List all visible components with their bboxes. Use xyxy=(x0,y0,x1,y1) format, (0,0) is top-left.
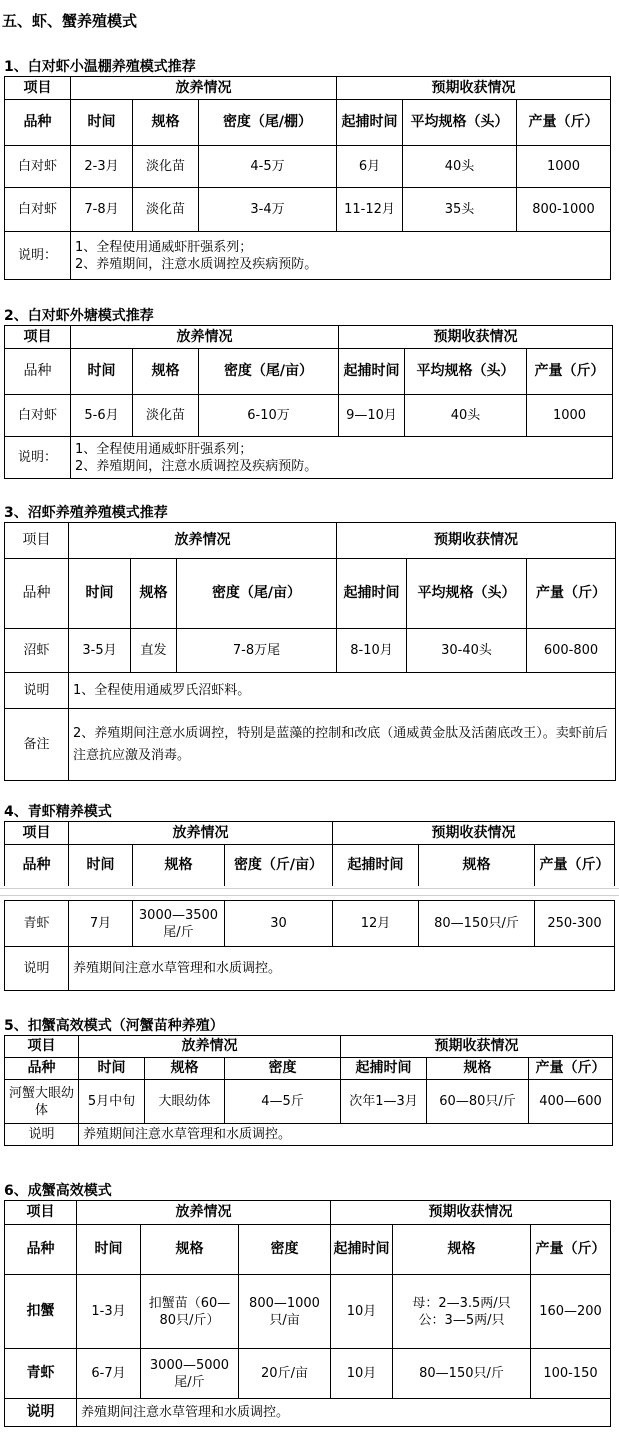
col-time: 时间 xyxy=(77,1225,141,1275)
col-time: 时间 xyxy=(79,1058,145,1080)
cell: 4-5万 xyxy=(199,146,337,188)
cell-line: 公：3—5两/只 xyxy=(418,1312,505,1328)
note-label: 说明 xyxy=(5,673,69,709)
col-species: 品种 xyxy=(5,1225,77,1275)
col-time: 时间 xyxy=(69,559,131,629)
col-density: 密度 xyxy=(225,1058,341,1080)
col-spec: 规格 xyxy=(141,1225,239,1275)
cell: 80—150只/斤 xyxy=(393,1349,531,1399)
cell: 淡化苗 xyxy=(133,146,199,188)
table-row xyxy=(5,629,616,673)
remark-label: 备注 xyxy=(5,709,69,781)
header-stocking: 放养情况 xyxy=(69,822,333,845)
col-density: 密度（斤/亩） xyxy=(225,845,333,887)
section-6-title: 6、成蟹高效模式 xyxy=(4,1183,112,1199)
header-harvest: 预期收获情况 xyxy=(339,326,613,349)
section-5-title: 5、扣蟹高效模式（河蟹苗种养殖） xyxy=(4,1018,224,1034)
header-project: 项目 xyxy=(5,1201,77,1225)
cell: 250-300 xyxy=(535,901,615,947)
cell: 60—80只/斤 xyxy=(427,1080,529,1124)
cell: 3000—5000尾/斤 xyxy=(141,1349,239,1399)
table-row xyxy=(5,1275,611,1349)
cell: 大眼幼体 xyxy=(145,1080,225,1124)
table-row xyxy=(5,188,611,232)
section-3-title: 3、沼虾养殖养殖模式推荐 xyxy=(4,505,168,521)
col-harvest-time: 起捕时间 xyxy=(337,100,403,146)
cell: 次年1—3月 xyxy=(341,1080,427,1124)
table-row xyxy=(5,1349,611,1399)
cell: 40头 xyxy=(405,395,527,437)
cell: 20斤/亩 xyxy=(239,1349,331,1399)
cell: 3-5月 xyxy=(69,629,131,673)
cell: 白对虾 xyxy=(5,146,71,188)
cell: 10月 xyxy=(331,1275,393,1349)
cell: 800—1000只/亩 xyxy=(239,1275,331,1349)
col-density: 密度（尾/棚） xyxy=(199,100,337,146)
table-row xyxy=(5,395,613,437)
cell: 淡化苗 xyxy=(133,188,199,232)
section-5-table xyxy=(4,1035,613,1146)
col-avg-spec: 规格 xyxy=(393,1225,531,1275)
cell: 扣蟹苗（60—80只/斤） xyxy=(141,1275,239,1349)
header-stocking: 放养情况 xyxy=(71,326,339,349)
section-1-table xyxy=(4,76,611,280)
col-avg-spec: 规格 xyxy=(419,845,535,887)
cell: 3-4万 xyxy=(199,188,337,232)
col-density: 密度（尾/亩） xyxy=(199,349,339,395)
cell: 7-8月 xyxy=(71,188,133,232)
header-stocking: 放养情况 xyxy=(79,1036,341,1058)
table-row xyxy=(5,901,615,947)
col-harvest-time: 起捕时间 xyxy=(337,559,407,629)
col-density: 密度 xyxy=(239,1225,331,1275)
cell-line: 母：2—3.5两/只 xyxy=(412,1295,511,1311)
note-text xyxy=(71,232,611,280)
col-harvest-time: 起捕时间 xyxy=(333,845,419,887)
note-text: 养殖期间注意水草管理和水质调控。 xyxy=(77,1399,611,1427)
cell: 11-12月 xyxy=(337,188,403,232)
note-label: 说明： xyxy=(5,437,71,479)
cell: 80—150只/斤 xyxy=(419,901,535,947)
col-yield: 产量（斤） xyxy=(527,559,616,629)
note-text: 养殖期间注意水草管理和水质调控。 xyxy=(79,1124,613,1146)
note-text: 养殖期间注意水草管理和水质调控。 xyxy=(69,947,615,991)
cell: 6-10万 xyxy=(199,395,339,437)
col-harvest-time: 起捕时间 xyxy=(341,1058,427,1080)
note-text xyxy=(71,437,613,479)
header-project: 项目 xyxy=(5,326,71,349)
col-species: 品种 xyxy=(5,559,69,629)
note-line: 1、全程使用通威虾肝强系列； xyxy=(75,239,253,255)
cell: 青虾 xyxy=(5,901,69,947)
cell: 35头 xyxy=(403,188,517,232)
cell: 6-7月 xyxy=(77,1349,141,1399)
header-harvest: 预期收获情况 xyxy=(337,77,611,100)
cell: 2-3月 xyxy=(71,146,133,188)
cell: 12月 xyxy=(333,901,419,947)
col-yield: 产量（斤） xyxy=(535,845,615,887)
cell: 沼虾 xyxy=(5,629,69,673)
cell: 青虾 xyxy=(5,1349,77,1399)
cell: 直发 xyxy=(131,629,177,673)
col-yield: 产量（斤） xyxy=(531,1225,611,1275)
header-harvest: 预期收获情况 xyxy=(341,1036,613,1058)
cell: 7-8万尾 xyxy=(177,629,337,673)
cell: 5-6月 xyxy=(71,395,133,437)
cell: 淡化苗 xyxy=(133,395,199,437)
note-line: 2、养殖期间，注意水质调控及疾病预防。 xyxy=(75,458,318,474)
header-project: 项目 xyxy=(5,822,69,845)
header-harvest: 预期收获情况 xyxy=(337,523,616,559)
section-3-table xyxy=(4,522,616,781)
remark-text: 2、养殖期间注意水质调控，特别是蓝藻的控制和改底（通威黄金肽及活菌底改王）。卖虾前后注意抗应激及消毒。 xyxy=(69,709,616,781)
header-project: 项目 xyxy=(5,523,69,559)
cell: 7月 xyxy=(69,901,133,947)
col-time: 时间 xyxy=(71,100,133,146)
col-spec: 规格 xyxy=(133,349,199,395)
cell: 白对虾 xyxy=(5,188,71,232)
note-line: 2、养殖期间，注意水质调控及疾病预防。 xyxy=(75,256,318,272)
header-harvest: 预期收获情况 xyxy=(331,1201,611,1225)
col-yield: 产量（斤） xyxy=(529,1058,613,1080)
note-label: 说明 xyxy=(5,947,69,991)
col-time: 时间 xyxy=(69,845,133,887)
col-avg-spec: 平均规格（头） xyxy=(407,559,527,629)
cell: 8-10月 xyxy=(337,629,407,673)
col-spec: 规格 xyxy=(131,559,177,629)
header-project: 项目 xyxy=(5,77,71,100)
table-row xyxy=(5,1080,613,1124)
col-avg-spec: 平均规格（头） xyxy=(405,349,527,395)
section-4-table xyxy=(4,821,615,991)
note-line: 1、全程使用通威虾肝强系列； xyxy=(75,441,253,457)
cell: 10月 xyxy=(331,1349,393,1399)
header-project: 项目 xyxy=(5,1036,79,1058)
cell: 9—10月 xyxy=(339,395,405,437)
col-yield: 产量（斤） xyxy=(527,349,613,395)
note-label: 说明 xyxy=(5,1399,77,1427)
header-stocking: 放养情况 xyxy=(69,523,337,559)
col-yield: 产量（斤） xyxy=(517,100,611,146)
header-stocking: 放养情况 xyxy=(77,1201,331,1225)
section-4-title: 4、青虾精养模式 xyxy=(4,804,112,820)
cell: 160—200 xyxy=(531,1275,611,1349)
section-1-title: 1、白对虾小温棚养殖模式推荐 xyxy=(4,59,196,75)
cell xyxy=(393,1275,531,1349)
col-spec: 规格 xyxy=(145,1058,225,1080)
col-density: 密度（尾/亩） xyxy=(177,559,337,629)
note-text: 1、全程使用通威罗氏沼虾料。 xyxy=(69,673,616,709)
col-time: 时间 xyxy=(71,349,133,395)
col-harvest-time: 起捕时间 xyxy=(339,349,405,395)
col-species: 品种 xyxy=(5,1058,79,1080)
header-harvest: 预期收获情况 xyxy=(333,822,615,845)
cell: 5月中旬 xyxy=(79,1080,145,1124)
page-title: 五、虾、蟹养殖模式 xyxy=(2,12,138,30)
col-species: 品种 xyxy=(5,845,69,887)
col-species: 品种 xyxy=(5,349,71,395)
table-row xyxy=(5,146,611,188)
cell: 100-150 xyxy=(531,1349,611,1399)
col-spec: 规格 xyxy=(133,100,199,146)
col-avg-spec: 平均规格（头） xyxy=(403,100,517,146)
cell: 600-800 xyxy=(527,629,616,673)
cell: 40头 xyxy=(403,146,517,188)
col-spec: 规格 xyxy=(133,845,225,887)
page-break-divider xyxy=(0,886,619,900)
note-label: 说明： xyxy=(5,232,71,280)
cell: 1000 xyxy=(517,146,611,188)
col-species: 品种 xyxy=(5,100,71,146)
header-stocking: 放养情况 xyxy=(71,77,337,100)
cell: 白对虾 xyxy=(5,395,71,437)
cell: 30-40头 xyxy=(407,629,527,673)
note-label: 说明 xyxy=(5,1124,79,1146)
section-2-title: 2、白对虾外塘模式推荐 xyxy=(4,308,154,324)
cell: 4—5斤 xyxy=(225,1080,341,1124)
cell: 30 xyxy=(225,901,333,947)
cell: 1000 xyxy=(527,395,613,437)
cell: 扣蟹 xyxy=(5,1275,77,1349)
cell: 400—600 xyxy=(529,1080,613,1124)
cell: 河蟹大眼幼体 xyxy=(5,1080,79,1124)
cell: 6月 xyxy=(337,146,403,188)
cell: 800-1000 xyxy=(517,188,611,232)
col-harvest-time: 起捕时间 xyxy=(331,1225,393,1275)
section-6-table xyxy=(4,1200,611,1427)
cell: 1-3月 xyxy=(77,1275,141,1349)
col-avg-spec: 规格 xyxy=(427,1058,529,1080)
cell: 3000—3500尾/斤 xyxy=(133,901,225,947)
section-2-table xyxy=(4,325,613,479)
